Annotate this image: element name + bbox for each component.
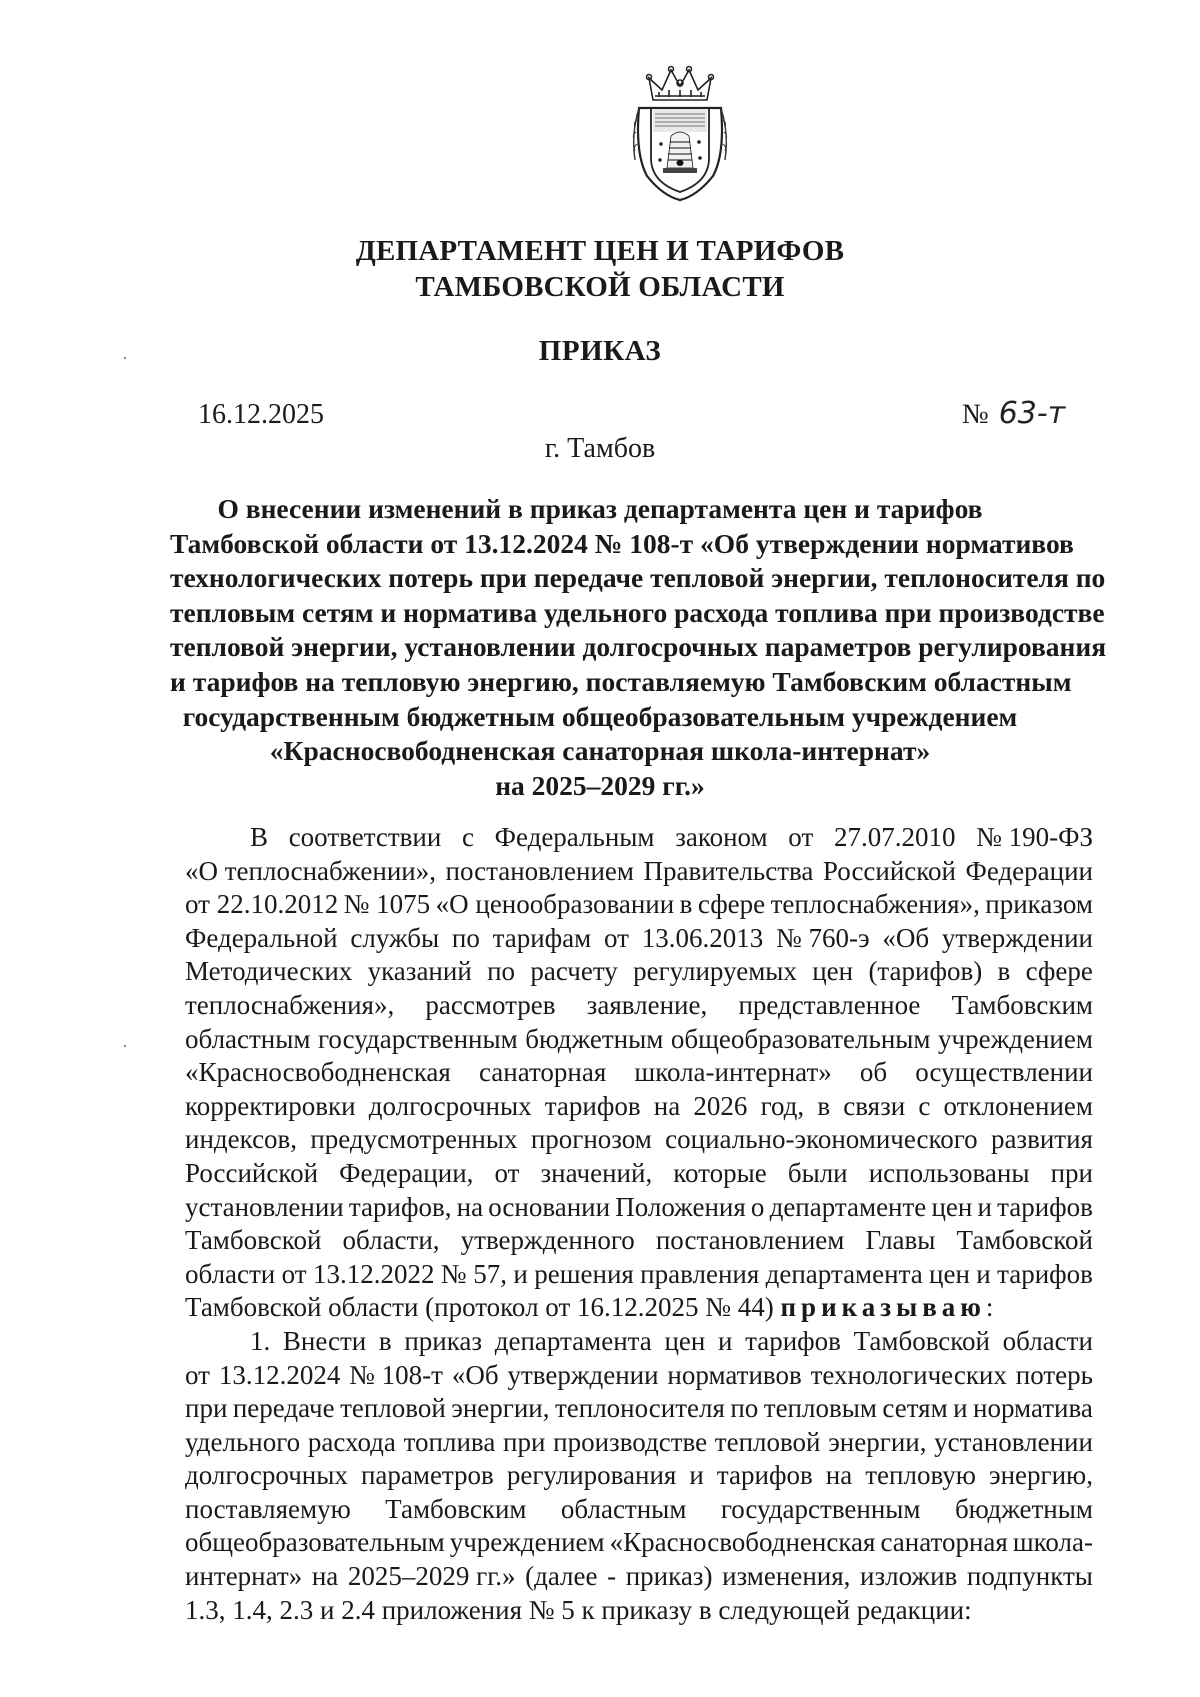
word: (далее bbox=[525, 1561, 598, 1592]
word: области, bbox=[342, 1225, 440, 1256]
word: указаний bbox=[367, 956, 472, 987]
word: развития bbox=[990, 1124, 1093, 1155]
word: цен bbox=[812, 956, 854, 987]
preamble-last-text: Тамбовской области (протокол от 16.12.2025 № 44) bbox=[185, 1292, 781, 1323]
word: при bbox=[503, 1426, 546, 1457]
word: № 190-ФЗ bbox=[976, 822, 1093, 852]
word: Российской bbox=[822, 855, 956, 886]
word: Федеральной bbox=[185, 922, 338, 953]
document-number bbox=[962, 396, 1065, 431]
word: теплоснабжения», bbox=[770, 889, 980, 920]
word: сфере bbox=[697, 889, 766, 920]
word: департамента bbox=[494, 1325, 652, 1356]
word: о bbox=[750, 1191, 765, 1222]
word: Российской bbox=[185, 1157, 319, 1188]
word: № 760-э bbox=[776, 922, 870, 953]
word: в bbox=[817, 1090, 831, 1121]
word: бюджетным bbox=[954, 1493, 1093, 1524]
word: постановлением bbox=[445, 855, 634, 886]
subject-line: на 2025–2029 гг.» bbox=[495, 769, 705, 801]
word: № 57, bbox=[440, 1258, 508, 1289]
word: технологических bbox=[810, 1359, 1007, 1390]
body-line bbox=[185, 1493, 1093, 1527]
word: представленное bbox=[738, 989, 921, 1020]
word: год, bbox=[760, 1090, 805, 1121]
body-line bbox=[185, 922, 1093, 956]
word: учреждением bbox=[938, 1023, 1093, 1054]
word: «О ценообразовании bbox=[435, 889, 675, 920]
word: энергии, bbox=[828, 1426, 927, 1457]
body-line bbox=[185, 1157, 1093, 1191]
word: индексов, bbox=[185, 1124, 298, 1155]
word: на bbox=[456, 1191, 484, 1222]
word: Внести bbox=[282, 1325, 367, 1356]
word: и bbox=[689, 1460, 704, 1491]
word: и bbox=[513, 1258, 528, 1289]
word: соответствии bbox=[288, 822, 442, 852]
body-line bbox=[185, 1291, 1093, 1325]
word: изменения, bbox=[722, 1561, 851, 1592]
word: на bbox=[311, 1561, 339, 1592]
word: основании bbox=[488, 1191, 611, 1222]
word: Тамбовской bbox=[853, 1325, 990, 1356]
word: регулирования bbox=[506, 1460, 677, 1491]
word: Тамбовским bbox=[951, 989, 1093, 1020]
word: - bbox=[607, 1561, 617, 1592]
document-body bbox=[185, 821, 1093, 1627]
word: «Красносвободненская bbox=[185, 1057, 451, 1088]
body-line bbox=[185, 1056, 1093, 1090]
body-line bbox=[185, 1459, 1093, 1493]
subject-line: и тарифов на тепловую энергию, поставляемую Тамбовским областным bbox=[170, 665, 1072, 697]
word: тепловым bbox=[763, 1393, 877, 1424]
word: 13.12.2024 bbox=[218, 1359, 341, 1390]
coat-of-arms-emblem bbox=[625, 64, 735, 202]
word: санаторная bbox=[478, 1057, 607, 1088]
word: при bbox=[185, 1393, 228, 1424]
order-colon: : bbox=[985, 1292, 994, 1323]
word: областным bbox=[560, 1493, 687, 1524]
word: цен bbox=[664, 1325, 706, 1356]
word: правления bbox=[640, 1258, 760, 1289]
word: от bbox=[494, 1157, 520, 1188]
word: от 22.10.2012 bbox=[185, 889, 339, 920]
word: в bbox=[997, 956, 1011, 987]
document-date: 16.12.2025 bbox=[198, 399, 324, 430]
word: Методических bbox=[185, 956, 353, 987]
word: теплоносителя bbox=[554, 1393, 725, 1424]
body-line bbox=[185, 1594, 1093, 1628]
word: тарифов bbox=[997, 1258, 1093, 1289]
body-line bbox=[185, 1258, 1093, 1292]
word: связи bbox=[843, 1090, 906, 1121]
body-line bbox=[185, 1191, 1093, 1225]
order-word: приказываю bbox=[780, 1292, 986, 1323]
word: и bbox=[718, 1325, 733, 1356]
word: топлива bbox=[403, 1426, 496, 1457]
word: Федерации, bbox=[339, 1157, 474, 1188]
word: (тарифов) bbox=[868, 956, 983, 987]
word: с bbox=[461, 822, 474, 852]
word: поставляемую bbox=[185, 1493, 351, 1524]
word: и bbox=[977, 1191, 992, 1222]
word: Федерации bbox=[965, 855, 1093, 886]
word: расчету bbox=[530, 956, 618, 987]
word: и bbox=[953, 1393, 968, 1424]
word: долгосрочных bbox=[368, 1090, 532, 1121]
word: Тамбовской bbox=[956, 1225, 1093, 1256]
document-city: г. Тамбов bbox=[544, 433, 656, 464]
word: использованы bbox=[868, 1157, 1030, 1188]
word: энергии, bbox=[451, 1393, 550, 1424]
word: службы bbox=[350, 922, 440, 953]
word: Федеральным bbox=[494, 822, 655, 852]
word: по bbox=[451, 922, 480, 953]
department-name-line2: ТАМБОВСКОЙ ОБЛАСТИ bbox=[415, 271, 785, 303]
word: расхода bbox=[307, 1426, 396, 1457]
word: утверждении bbox=[507, 1359, 659, 1390]
word: тарифам bbox=[492, 922, 592, 953]
word: общеобразовательным bbox=[670, 1023, 931, 1054]
subject-line: тепловым сетям и норматива удельного расхода топлива при производстве bbox=[170, 596, 1105, 628]
body-line bbox=[185, 1426, 1093, 1460]
body-line bbox=[185, 1526, 1093, 1560]
word: предусмотренных bbox=[310, 1124, 518, 1155]
word: сфере bbox=[1025, 956, 1093, 987]
word: об bbox=[859, 1057, 888, 1088]
word: областным bbox=[185, 1023, 311, 1054]
subject-line: О внесении изменений в приказ департамента цен и тарифов bbox=[217, 493, 983, 524]
scan-speck bbox=[124, 1045, 126, 1047]
word: приказ bbox=[404, 1325, 483, 1356]
handwritten-number: 63-т bbox=[998, 396, 1066, 431]
body-line bbox=[185, 1023, 1093, 1057]
word: тепловой bbox=[714, 1426, 821, 1457]
word: социально-экономического bbox=[665, 1124, 978, 1155]
word: от bbox=[281, 1258, 307, 1289]
subject-line: технологических потерь при передаче тепловой энергии, теплоносителя по bbox=[170, 562, 1106, 594]
word: энергию, bbox=[989, 1460, 1093, 1491]
word: «Об bbox=[882, 922, 930, 953]
word: 27.07.2010 bbox=[833, 822, 956, 852]
word: бюджетным bbox=[525, 1023, 664, 1054]
word: приказ) bbox=[625, 1561, 713, 1592]
word: осуществлении bbox=[915, 1057, 1093, 1088]
word: норматива bbox=[973, 1393, 1093, 1424]
department-name bbox=[0, 233, 1200, 305]
word: В bbox=[250, 822, 269, 852]
word: подпункты bbox=[966, 1561, 1093, 1592]
word: «Красносвободненская bbox=[609, 1527, 876, 1558]
document-subject bbox=[170, 492, 1107, 803]
word: от bbox=[604, 922, 629, 953]
word: которые bbox=[673, 1157, 767, 1188]
subject-line: Тамбовской области от 13.12.2024 № 108-т «Об утверждении нормативов bbox=[170, 527, 1074, 559]
word: тарифов bbox=[745, 1325, 841, 1356]
word: общеобразовательным bbox=[185, 1527, 445, 1558]
body-line bbox=[185, 1090, 1093, 1124]
word: изложив bbox=[860, 1561, 958, 1592]
word: Правительства bbox=[643, 855, 814, 886]
number-sign: № bbox=[962, 399, 989, 430]
word: учреждением bbox=[449, 1527, 605, 1558]
word: утвержденного bbox=[460, 1225, 635, 1256]
word: области bbox=[1002, 1325, 1093, 1356]
word: государственным bbox=[318, 1023, 518, 1054]
word: долгосрочных bbox=[185, 1460, 348, 1491]
word: прогнозом bbox=[530, 1124, 652, 1155]
word: Тамбовским bbox=[385, 1493, 527, 1524]
word: постановлением bbox=[655, 1225, 845, 1256]
word: корректировки bbox=[185, 1090, 356, 1121]
word: Тамбовской bbox=[185, 1225, 322, 1256]
body-line bbox=[185, 989, 1093, 1023]
subject-line: государственным бюджетным общеобразовательным учреждением bbox=[182, 700, 1018, 732]
word: в bbox=[679, 889, 693, 920]
word: решения bbox=[534, 1258, 634, 1289]
word: с bbox=[918, 1090, 931, 1121]
department-name-line1: ДЕПАРТАМЕНТ ЦЕН И ТАРИФОВ bbox=[355, 235, 845, 267]
item1-last-text: 1.3, 1.4, 2.3 и 2.4 приложения № 5 к приказу в следующей редакции: bbox=[185, 1594, 972, 1625]
word: 2026 bbox=[693, 1090, 748, 1121]
word: тарифов bbox=[997, 1191, 1093, 1222]
word: потерь bbox=[1015, 1359, 1093, 1390]
word: значений, bbox=[540, 1157, 653, 1188]
word: по bbox=[730, 1393, 759, 1424]
word: Главы bbox=[865, 1225, 936, 1256]
body-line bbox=[185, 1325, 1093, 1359]
word: отклонением bbox=[943, 1090, 1093, 1121]
body-line bbox=[185, 888, 1093, 922]
word: установлении bbox=[185, 1191, 344, 1222]
body-line bbox=[185, 1224, 1093, 1258]
word: 13.12.2022 bbox=[312, 1258, 435, 1289]
word: цен bbox=[929, 1258, 970, 1289]
word: сетям bbox=[882, 1393, 948, 1424]
word: в bbox=[378, 1325, 392, 1356]
word: № 1075 bbox=[343, 889, 431, 920]
word: № 108-т bbox=[349, 1359, 443, 1390]
body-line bbox=[185, 1123, 1093, 1157]
word: рассмотрев bbox=[425, 989, 556, 1020]
word: и bbox=[976, 1258, 991, 1289]
word: департамента bbox=[765, 1258, 923, 1289]
word: школа- bbox=[1012, 1527, 1093, 1558]
body-line bbox=[185, 821, 1093, 855]
word: параметров bbox=[360, 1460, 494, 1491]
word: передаче bbox=[232, 1393, 335, 1424]
word: при bbox=[1050, 1157, 1093, 1188]
word: 13.06.2013 bbox=[641, 922, 764, 953]
word: 1. bbox=[250, 1325, 271, 1356]
word: по bbox=[487, 956, 516, 987]
word: на bbox=[825, 1460, 853, 1491]
word: утверждении bbox=[941, 922, 1093, 953]
word: удельного bbox=[185, 1426, 301, 1457]
word: приказом bbox=[985, 889, 1093, 920]
body-line bbox=[185, 955, 1093, 989]
word: тарифов bbox=[544, 1090, 641, 1121]
word: производстве bbox=[553, 1426, 708, 1457]
body-line bbox=[185, 855, 1093, 889]
word: государственным bbox=[720, 1493, 921, 1524]
subject-line: «Красносвободненская санаторная школа-интернат» bbox=[269, 735, 931, 767]
word: интернат» bbox=[185, 1561, 303, 1592]
subject-line: тепловой энергии, установлении долгосрочных параметров регулирования bbox=[170, 631, 1107, 663]
word: от bbox=[185, 1359, 210, 1390]
body-line bbox=[185, 1359, 1093, 1393]
word: регулируемых bbox=[633, 956, 797, 987]
word: школа-интернат» bbox=[634, 1057, 832, 1088]
word: 2025–2029 гг.» bbox=[347, 1561, 516, 1592]
word: от bbox=[788, 822, 814, 852]
word: установлении bbox=[934, 1426, 1093, 1457]
word: на bbox=[653, 1090, 681, 1121]
word: были bbox=[787, 1157, 848, 1188]
document-type-title: ПРИКАЗ bbox=[538, 335, 662, 367]
word: «Об bbox=[451, 1359, 499, 1390]
word: департаменте bbox=[769, 1191, 927, 1222]
word: нормативов bbox=[667, 1359, 802, 1390]
word: теплоснабжения», bbox=[185, 989, 395, 1020]
word: цен bbox=[931, 1191, 973, 1222]
word: законом bbox=[675, 822, 768, 852]
word: тепловую bbox=[865, 1460, 976, 1491]
word: области bbox=[185, 1258, 276, 1289]
word: «О теплоснабжении», bbox=[185, 855, 436, 886]
word: тарифов bbox=[716, 1460, 813, 1491]
word: тарифов, bbox=[348, 1191, 452, 1222]
body-line bbox=[185, 1392, 1093, 1426]
word: тепловой bbox=[340, 1393, 446, 1424]
word: санаторная bbox=[880, 1527, 1008, 1558]
body-line bbox=[185, 1560, 1093, 1594]
word: заявление, bbox=[586, 989, 708, 1020]
word: Положения bbox=[615, 1191, 746, 1222]
scan-speck bbox=[124, 357, 126, 359]
